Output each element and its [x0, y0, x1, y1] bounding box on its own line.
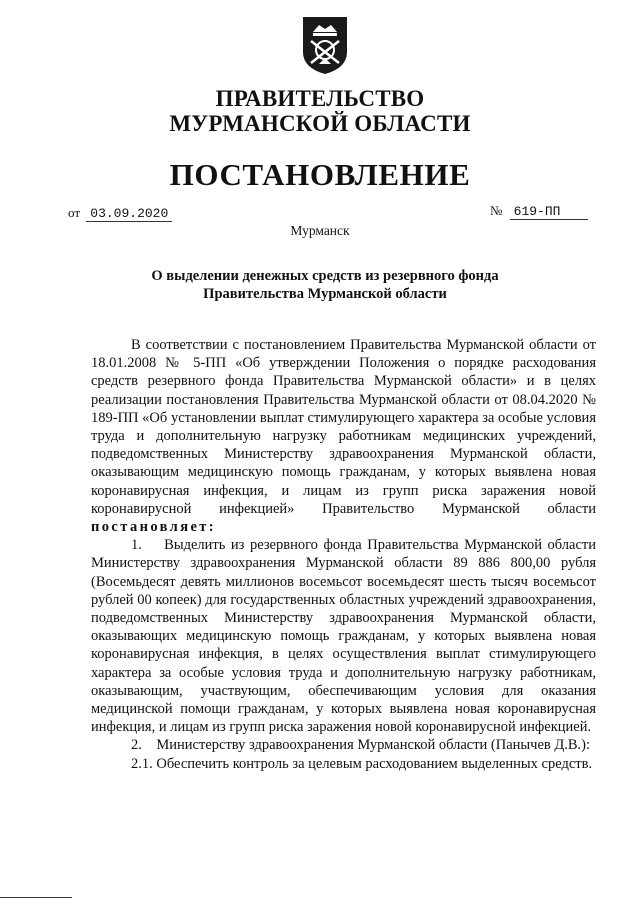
document-body: [91, 336, 596, 773]
item-2-1-paragraph: 2.1. Обеспечить контроль за целевым расходованием выделенных средств.: [131, 755, 593, 772]
document-number: 619-ПП: [510, 204, 588, 220]
subject-line-1: О выделении денежных средств из резервного фонда: [151, 268, 499, 284]
document-type-title: ПОСТАНОВЛЕНИЕ: [169, 157, 471, 192]
government-name-line-1: ПРАВИТЕЛЬСТВО: [215, 86, 425, 111]
government-name-line-2: МУРМАНСКОЙ ОБЛАСТИ: [169, 111, 471, 136]
document-number-row: [490, 203, 588, 220]
number-prefix: №: [490, 203, 503, 218]
item-1-paragraph: 1. Выделить из резервного фонда Правительства Мурманской области Министерству здравоохранения Мурманской области 89 886 800,00 рубля (Восемьдесят девять миллионов восемьсот восемьдесят шесть тысяч восемьсот рублей 00 копеек) для государственных областных учреждений здравоохранения, подведомственных Министерству здравоохранения Мурманской области, оказывающих медицинскую помощь гражданам, у которых выявлена новая коронавирусная инфекция, в целях осуществления выплат стимулирующего характера за особые условия труда и дополнительную нагрузку работникам, оказывающим, участвующим, обеспечивающим условия для оказания медицинской помощи гражданам, у которых выявлена новая коронавирусная инфекция, и лицам из групп риска заражения новой коронавирусной инфекцией.: [91, 537, 596, 736]
item-2-paragraph: 2. Министерству здравоохранения Мурманской области (Панычев Д.В.):: [131, 737, 591, 754]
intro-paragraph: [91, 336, 596, 536]
subject-line-2: Правительства Мурманской области: [203, 286, 447, 302]
document-subject: [90, 267, 560, 303]
document-date-row: [68, 205, 172, 222]
decree-word: постановляет:: [91, 519, 217, 536]
document-date: 03.09.2020: [86, 206, 172, 222]
footnote-divider: [0, 897, 72, 898]
coat-of-arms-icon: [300, 14, 350, 76]
intro-text: В соответствии с постановлением Правительства Мурманской области от 18.01.2008 № 5-ПП «Об утверждении Положения о порядке расходования средств резервного фонда Правительства Мурманской области» и в целях реализации постановления Правительства Мурманской области от 08.04.2020 № 189-ПП «Об установлении выплат стимулирующего характера за особые условия труда и дополнительную нагрузку работникам медицинских учреждений, подведомственных Министерству здравоохранения Мурманской области, оказывающим медицинскую помощь гражданам, у которых выявлена новая коронавирусная инфекция, и лицам из групп риска заражения новой коронавирусной инфекцией» Правительство Мурманской области: [91, 337, 596, 517]
document-city: Мурманск: [290, 223, 350, 238]
date-prefix: от: [68, 205, 81, 220]
